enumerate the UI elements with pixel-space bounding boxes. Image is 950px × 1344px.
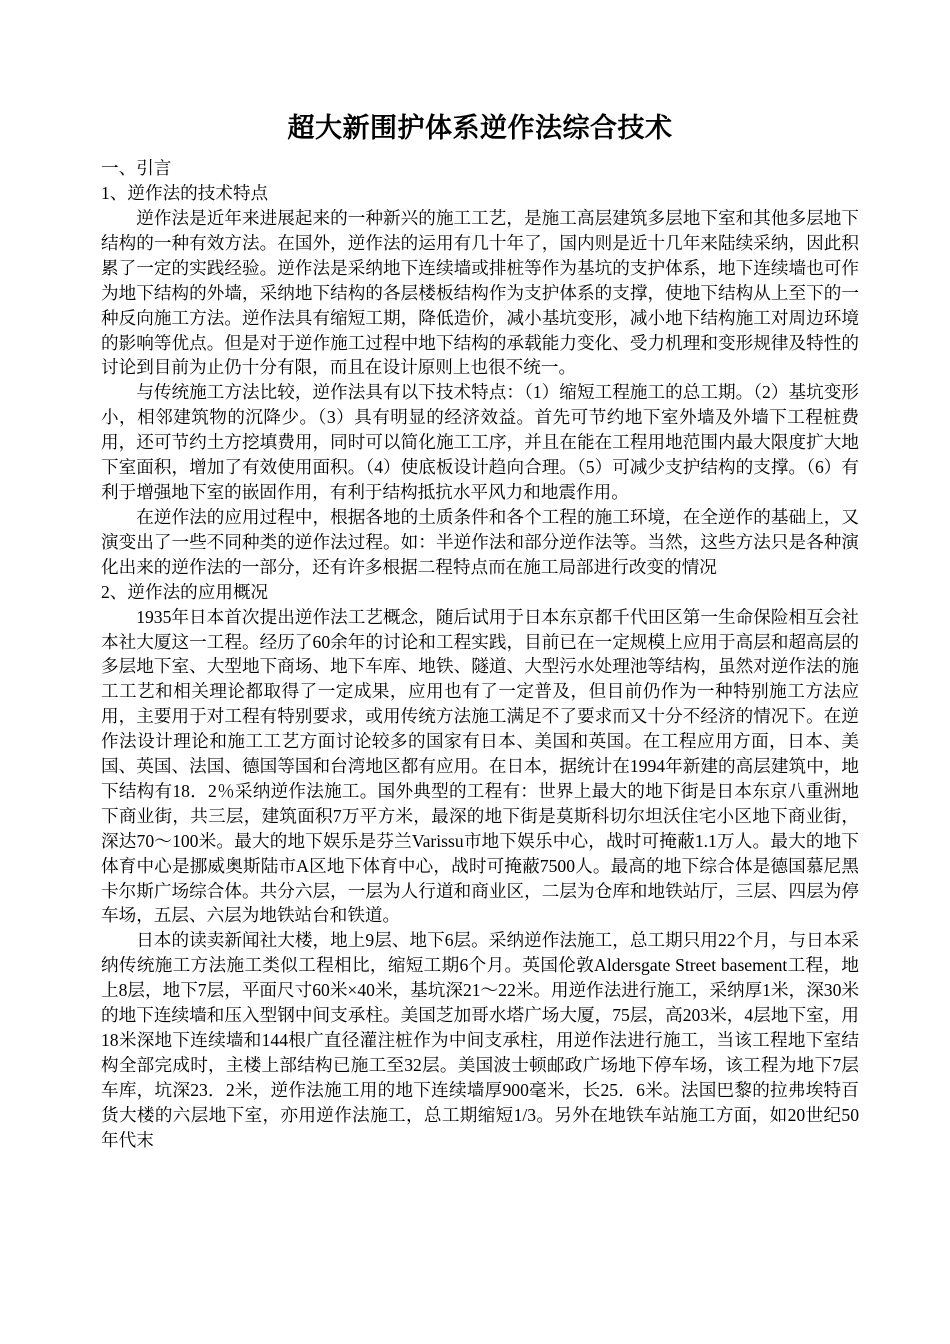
- subsection-heading-application-overview: 2、逆作法的应用概况: [101, 581, 269, 602]
- paragraph-1: 逆作法是近年来进展起来的一种新兴的施工工艺，是施工高层建筑多层地下室和其他多层地下结构的一种有效方法。在国外，逆作法的运用有几十年了，国内则是近十几年来陆续采纳，因此积累了一定的实践经验。逆作法是采纳地下连续墙或排桩等作为基坑的支护体系，地下连续墙也可作为地下结构的外墙，采纳地下结构的各层楼板结构作为支护体系的支撑，使地下结构从上至下的一种反向施工方法。逆作法具有缩短工期，降低造价，减小基坑变形，减小地下结构施工对周边环境的影响等优点。但是对于逆作施工过程中地下结构的承载能力变化、受力机理和变形规律及特性的讨论到目前为止仍十分有限，而且在设计原则上也很不统一。: [101, 208, 859, 378]
- document-title: 超大新围护体系逆作法综合技术: [287, 113, 673, 143]
- paragraph-4: 1935年日本首次提出逆作法工艺概念，随后试用于日本东京都千代田区第一生命保险相互会社本社大厦这一工程。经历了60余年的讨论和工程实践，目前已在一定规模上应用于高层和超高层的多层地下室、大型地下商场、地下车库、地铁、隧道、大型污水处理池等结构，虽然对逆作法的施工工艺和相关理论都取得了一定成果，应用也有了一定普及，但目前仍作为一种特别施工方法应用，主要用于对工程有特别要求，或用传统方法施工满足不了要求而又十分不经济的情况下。在逆作法设计理论和施工工艺方面讨论较多的国家有日本、美国和英国。在工程应用方面，日本、美国、英国、法国、德国等国和台湾地区都有应用。在日本，据统计在1994年新建的高层建筑中，地下结构有18．2％采纳逆作法施工。国外典型的工程有：世界上最大的地下街是日本东京八重洲地下商业街，共三层，建筑面积7万平方米，最深的地下街是莫斯科切尔坦沃住宅小区地下商业街，深达70～100米。最大的地下娱乐是芬兰Varissu市地下娱乐中心，战时可掩蔽1.1万人。最大的地下体育中心是挪威奥斯陆市A区地下体育中心，战时可掩蔽7500人。最高的地下综合体是德国慕尼黑卡尔斯广场综合体。共分六层，一层为人行道和商业区，二层为仓库和地铁站厅，三层、四层为停车场，五层、六层为地铁站台和铁道。: [101, 606, 859, 926]
- section-heading-introduction: 一、引言: [101, 158, 172, 178]
- paragraph-2: 与传统施工方法比较，逆作法具有以下技术特点：（1）缩短工程施工的总工期。（2）基坑变形小，相邻建筑物的沉降少。（3）具有明显的经济效益。首先可节约地下室外墙及外墙下工程桩费用，还可节约土方挖填费用，同时可以简化施工工序，并且在能在工程用地范围内最大限度扩大地下室面积，增加了有效使用面积。（4）使底板设计趋向合理。（5）可减少支护结构的支撑。（6）有利于增强地下室的嵌固作用，有利于结构抵抗水平风力和地震作用。: [101, 382, 859, 502]
- paragraph-5: 日本的读卖新闻社大楼，地上9层、地下6层。采纳逆作法施工，总工期只用22个月，与日本采纳传统施工方法施工类似工程相比，缩短工期6个月。英国伦敦Aldersgate Street basement工程，地上8层，地下7层，平面尺寸60米×40米，基坑深21～22米。用逆作法进行施工，采纳厚1米，深30米的地下连续墙和压入型钢中间支承柱。美国芝加哥水塔广场大厦，75层，高203米，4层地下室，用18米深地下连续墙和144根广直径灌注桩作为中间支承柱，用逆作法进行施工，当该工程地下室结构全部完成时，主楼上部结构已施工至32层。美国波士顿邮政广场地下停车场，该工程为地下7层车库，坑深23．2米，逆作法施工用的地下连续墙厚900毫米，长25．6米。法国巴黎的拉弗埃特百货大楼的六层地下室，亦用逆作法施工，总工期缩短1/3。另外在地铁车站施工方面，如20世纪50年代末: [101, 930, 859, 1150]
- document-page: [101, 108, 859, 1153]
- subsection-heading-technical-features: 1、逆作法的技术特点: [101, 183, 269, 203]
- paragraph-3: 在逆作法的应用过程中，根据各地的土质条件和各个工程的施工环境，在全逆作的基础上，又演变出了一些不同种类的逆作法过程。如：半逆作法和部分逆作法等。当然，这些方法只是各种演化出来的逆作法的一部分，还有许多根据二程特点而在施工局部进行改变的情况: [101, 506, 859, 577]
